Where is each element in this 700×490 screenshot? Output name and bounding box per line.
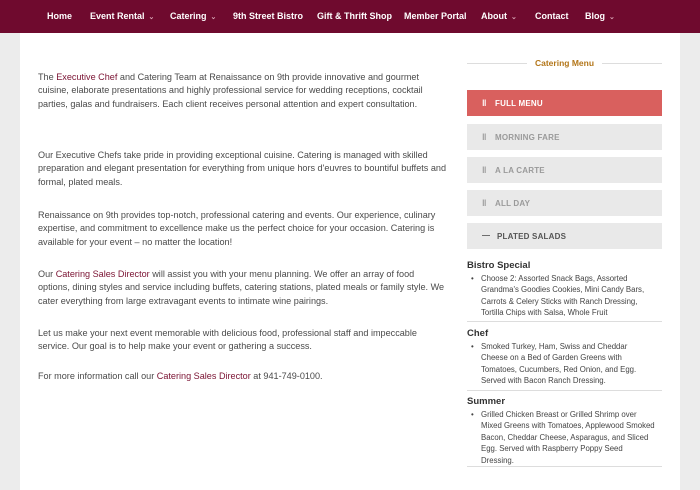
p4-text-post: will assist you with your menu planning. We offer an array of food options, dining styles and service including buffets, catering stations, plated meals or family style. We cater everything from large extravagant events to intimate wine pairings.: [38, 269, 445, 306]
catering-sales-director-link[interactable]: Catering Sales Director: [55, 269, 150, 279]
p1-text-pre: The: [38, 72, 57, 82]
sidebar-title-row: [467, 55, 662, 71]
chefs-paragraph: Our Executive Chefs take pride in providing exceptional cuisine. Catering is managed with skilled preparation and elegant presentation for everything from unique hors d'euvres to bountiful buffets and formal, plated meals.: [38, 150, 447, 187]
a-la-carte-button[interactable]: [467, 157, 662, 183]
section-title: Bistro Special: [467, 260, 531, 271]
section-item-list: [467, 273, 662, 319]
section-item-list: [467, 341, 662, 387]
list-item: • Smoked Turkey, Ham, Swiss and Cheddar Cheese on a Bed of Garden Greens with Tomatoes, Cucumbers, Red Onion, and Egg. Served with Bacon Ranch Dressing.: [467, 341, 655, 387]
section-item-list: [467, 409, 662, 466]
section-title: Chef: [467, 328, 489, 339]
intro-paragraph: [38, 71, 448, 111]
morning-fare-label: MORNING FARE: [495, 133, 560, 142]
catering-sales-director-link-2[interactable]: Catering Sales Director: [156, 371, 251, 381]
minus-icon: —: [482, 231, 490, 240]
nav-label-bistro: 9th Street Bistro: [233, 11, 304, 21]
list-item: • Grilled Chicken Breast or Grilled Shrimp over Mixed Greens with Tomatoes, Applewood Smoked Bacon, Cheddar Cheese, Asparagus, and Sliced Egg. Served with Raspberry Poppy Seed Dressing.: [467, 409, 655, 466]
nav-item-home[interactable]: [47, 11, 72, 21]
nav-item-about[interactable]: [481, 11, 517, 21]
fork-knife-icon: ǁ: [482, 198, 487, 208]
p6-text-pre: For more information call our: [38, 371, 157, 381]
nav-label-blog: Blog: [585, 11, 605, 21]
executive-chef-link[interactable]: Executive Chef: [56, 72, 118, 82]
fork-knife-icon: ǁ: [482, 165, 487, 175]
section-divider: [467, 321, 662, 322]
fork-knife-icon: ǁ: [482, 98, 487, 108]
full-menu-button[interactable]: [467, 90, 662, 116]
director-paragraph: [38, 268, 448, 308]
all-day-button[interactable]: [467, 190, 662, 216]
fork-knife-icon: ǁ: [482, 132, 487, 142]
chevron-down-icon: ⌄: [609, 14, 615, 21]
nav-label-gift-thrift: Gift & Thrift Shop: [317, 11, 392, 21]
section-divider: [467, 390, 662, 391]
nav-label-home: Home: [47, 11, 73, 21]
morning-fare-button[interactable]: [467, 124, 662, 150]
p6-text-post: at 941-749-0100.: [250, 371, 323, 381]
nav-label-contact: Contact: [535, 11, 569, 21]
section-title: Summer: [467, 396, 506, 407]
section-divider: [467, 466, 662, 467]
list-item: • Choose 2: Assorted Snack Bags, Assorted Grandma's Goodies Cookies, Mini Candy Bars, Carrots & Celery Sticks with Ranch Dressing, Tortilla Chips with Salsa, Whole Fruit: [467, 273, 655, 319]
nav-label-catering: Catering: [170, 11, 207, 21]
plated-salads-button[interactable]: [467, 223, 662, 249]
nav-item-event-rental[interactable]: [90, 11, 154, 21]
menu-section-chef: [467, 328, 662, 387]
sidebar-title: Catering Menu: [534, 58, 595, 68]
nav-item-blog[interactable]: [585, 11, 615, 21]
nav-item-9th-street-bistro[interactable]: [233, 11, 303, 21]
nav-label-event-rental: Event Rental: [90, 11, 145, 21]
contact-paragraph: [38, 370, 448, 383]
p1-text-post: and Catering Team at Renaissance on 9th provide innovative and gourmet cuisine, elaborate presentations and highly professional service for wedding receptions, cocktail parties, galas and fundraisers. Each client receives personal attention and expert consultation.: [38, 72, 423, 109]
plated-salads-label: PLATED SALADS: [497, 232, 567, 241]
p4-text-pre: Our: [38, 269, 56, 279]
top-nav-bar: [0, 0, 700, 33]
chevron-down-icon: ⌄: [148, 14, 155, 21]
full-menu-label: FULL MENU: [495, 99, 543, 108]
nav-item-contact[interactable]: [535, 11, 569, 21]
memorable-paragraph: Let us make your next event memorable with delicious food, professional staff and impeccable service. Our goal is to help make your event or gathering a success.: [38, 328, 417, 352]
services-paragraph: Renaissance on 9th provides top-notch, professional catering and events. Our experience, culinary expertise, and commitment to excellence make us the perfect choice for your occasion. Catering is available for your event – no matter the location!: [38, 210, 436, 247]
nav-item-gift-thrift-shop[interactable]: [317, 11, 392, 21]
nav-item-member-portal[interactable]: [404, 11, 467, 21]
chevron-down-icon: ⌄: [210, 14, 217, 21]
nav-label-about: About: [481, 11, 507, 21]
a-la-carte-label: A LA CARTE: [495, 166, 545, 175]
nav-label-member-portal: Member Portal: [404, 11, 467, 21]
page-content: [20, 33, 680, 490]
menu-section-bistro-special: [467, 260, 662, 319]
nav-item-catering[interactable]: [170, 11, 216, 21]
chevron-down-icon: ⌄: [511, 14, 517, 21]
all-day-label: ALL DAY: [495, 199, 531, 208]
menu-section-summer: [467, 396, 662, 466]
